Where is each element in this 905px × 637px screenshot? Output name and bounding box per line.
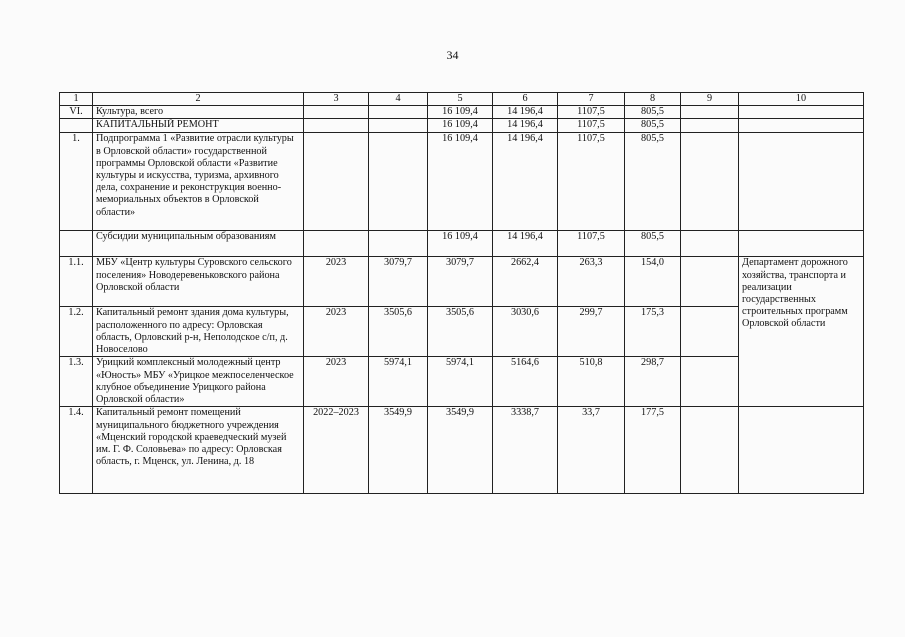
executor-cell bbox=[739, 133, 864, 231]
executor-cell bbox=[739, 106, 864, 119]
federal-cell: 3338,7 bbox=[493, 407, 558, 494]
total-cell: 3549,9 bbox=[428, 407, 493, 494]
row-name: Подпрограмма 1 «Развитие отрасли культуры в Орловской области» государственной программы Орловской области «Развитие культуры и искусства, туризма, архивного дела, сохранение и реконструкция военно-мемориальных объектов в Орловской области» bbox=[93, 133, 304, 231]
other-cell bbox=[681, 407, 739, 494]
local-cell: 805,5 bbox=[625, 231, 681, 257]
executor-cell bbox=[739, 231, 864, 257]
other-cell bbox=[681, 119, 739, 133]
federal-cell: 14 196,4 bbox=[493, 119, 558, 133]
table-header-row bbox=[60, 93, 864, 106]
year-cell bbox=[304, 231, 369, 257]
local-cell: 805,5 bbox=[625, 106, 681, 119]
row-number: 1.4. bbox=[60, 407, 93, 494]
local-cell: 175,3 bbox=[625, 307, 681, 357]
federal-cell: 5164,6 bbox=[493, 357, 558, 407]
table-row bbox=[60, 257, 864, 307]
header-cell: 4 bbox=[369, 93, 428, 106]
other-cell bbox=[681, 357, 739, 407]
budget-table bbox=[59, 92, 864, 494]
executor-cell bbox=[739, 119, 864, 133]
row-name: КАПИТАЛЬНЫЙ РЕМОНТ bbox=[93, 119, 304, 133]
executor-cell: Департамент дорожного хозяйства, транспорта и реализации государственных строительных программ Орловской области bbox=[739, 257, 864, 407]
row-number: VI. bbox=[60, 106, 93, 119]
cost-cell bbox=[369, 106, 428, 119]
federal-cell: 14 196,4 bbox=[493, 133, 558, 231]
regional-cell: 299,7 bbox=[558, 307, 625, 357]
local-cell: 154,0 bbox=[625, 257, 681, 307]
row-name: Капитальный ремонт здания дома культуры, расположенного по адресу: Орловская область, Орловский р-н, Неполодское с/п, д. Новоселово bbox=[93, 307, 304, 357]
row-name: Субсидии муниципальным образованиям bbox=[93, 231, 304, 257]
total-cell: 3505,6 bbox=[428, 307, 493, 357]
year-cell bbox=[304, 106, 369, 119]
year-cell bbox=[304, 119, 369, 133]
regional-cell: 1107,5 bbox=[558, 133, 625, 231]
row-name: МБУ «Центр культуры Суровского сельского поселения» Новодеревеньковского района Орловской области bbox=[93, 257, 304, 307]
cost-cell: 5974,1 bbox=[369, 357, 428, 407]
total-cell: 16 109,4 bbox=[428, 231, 493, 257]
total-cell: 16 109,4 bbox=[428, 119, 493, 133]
total-cell: 5974,1 bbox=[428, 357, 493, 407]
header-cell: 5 bbox=[428, 93, 493, 106]
header-cell: 1 bbox=[60, 93, 93, 106]
local-cell: 805,5 bbox=[625, 133, 681, 231]
local-cell: 298,7 bbox=[625, 357, 681, 407]
row-name: Урицкий комплексный молодежный центр «Юность» МБУ «Урицкое межпоселенческое клубное объединение Урицкого района Орловской области» bbox=[93, 357, 304, 407]
cost-cell: 3079,7 bbox=[369, 257, 428, 307]
total-cell: 3079,7 bbox=[428, 257, 493, 307]
row-number: 1. bbox=[60, 133, 93, 231]
header-cell: 2 bbox=[93, 93, 304, 106]
federal-cell: 14 196,4 bbox=[493, 106, 558, 119]
regional-cell: 263,3 bbox=[558, 257, 625, 307]
year-cell: 2023 bbox=[304, 257, 369, 307]
other-cell bbox=[681, 133, 739, 231]
federal-cell: 2662,4 bbox=[493, 257, 558, 307]
federal-cell: 14 196,4 bbox=[493, 231, 558, 257]
year-cell: 2022–2023 bbox=[304, 407, 369, 494]
table-row bbox=[60, 119, 864, 133]
year-cell bbox=[304, 133, 369, 231]
year-cell: 2023 bbox=[304, 307, 369, 357]
other-cell bbox=[681, 307, 739, 357]
row-name: Культура, всего bbox=[93, 106, 304, 119]
row-number: 1.3. bbox=[60, 357, 93, 407]
header-cell: 6 bbox=[493, 93, 558, 106]
regional-cell: 1107,5 bbox=[558, 231, 625, 257]
table-row bbox=[60, 133, 864, 231]
other-cell bbox=[681, 106, 739, 119]
cost-cell bbox=[369, 133, 428, 231]
cost-cell bbox=[369, 119, 428, 133]
cost-cell: 3549,9 bbox=[369, 407, 428, 494]
header-cell: 9 bbox=[681, 93, 739, 106]
regional-cell: 1107,5 bbox=[558, 106, 625, 119]
year-cell: 2023 bbox=[304, 357, 369, 407]
regional-cell: 510,8 bbox=[558, 357, 625, 407]
local-cell: 805,5 bbox=[625, 119, 681, 133]
row-name: Капитальный ремонт помещений муниципального бюджетного учреждения «Мценский городской краеведческий музей им. Г. Ф. Соловьева» по адресу: Орловская область, г. Мценск, ул. Ленина, д. 18 bbox=[93, 407, 304, 494]
header-cell: 8 bbox=[625, 93, 681, 106]
federal-cell: 3030,6 bbox=[493, 307, 558, 357]
header-cell: 3 bbox=[304, 93, 369, 106]
total-cell: 16 109,4 bbox=[428, 133, 493, 231]
table-row bbox=[60, 407, 864, 494]
cost-cell: 3505,6 bbox=[369, 307, 428, 357]
executor-cell bbox=[739, 407, 864, 494]
regional-cell: 33,7 bbox=[558, 407, 625, 494]
header-cell: 10 bbox=[739, 93, 864, 106]
header-cell: 7 bbox=[558, 93, 625, 106]
other-cell bbox=[681, 231, 739, 257]
table-row bbox=[60, 106, 864, 119]
regional-cell: 1107,5 bbox=[558, 119, 625, 133]
row-number bbox=[60, 231, 93, 257]
row-number bbox=[60, 119, 93, 133]
row-number: 1.2. bbox=[60, 307, 93, 357]
local-cell: 177,5 bbox=[625, 407, 681, 494]
total-cell: 16 109,4 bbox=[428, 106, 493, 119]
other-cell bbox=[681, 257, 739, 307]
row-number: 1.1. bbox=[60, 257, 93, 307]
table-row bbox=[60, 231, 864, 257]
page-number: 34 bbox=[446, 48, 459, 62]
cost-cell bbox=[369, 231, 428, 257]
